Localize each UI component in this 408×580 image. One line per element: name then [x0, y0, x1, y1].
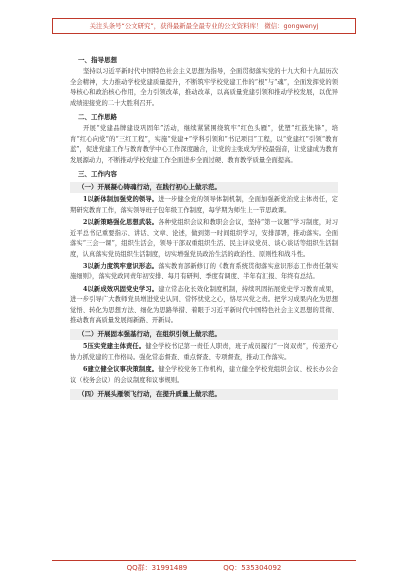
- list-item: [70, 218, 338, 260]
- subheading-2: （二）开展固本强基行动，在组织引领上做示范。: [70, 329, 338, 340]
- list-item: [70, 262, 338, 283]
- item-text: 健全学校党务工作机构，建立健全学校党组织会议、校长办公会议（校务会议）的会议制度和议事规则。: [70, 366, 338, 384]
- item-lead: 1以新体制加强党的领导。: [83, 196, 159, 204]
- top-banner: 关注头条号“公文研究”，获得最新最全最专业的公文资料库！ 微信：gongwenyj: [52, 18, 356, 34]
- footer-contact: [52, 560, 356, 574]
- footer-qq-group: QQ群：31991489: [126, 563, 188, 572]
- item-lead: 3以新力度筑牢意识形态。: [83, 262, 159, 270]
- list-item: [70, 342, 338, 363]
- list-item: [70, 365, 338, 386]
- paragraph-work-approach: 开展“党建品牌建设巩固年”活动，继续紧紧围绕筑牢“红色头雁”，优塑“红鼓先锋”，培育“红心向党”的“三红工程”，实施“党建+”学科引领和“书记项目”工程，以“党建红”引领“教育蓝”，促进党建工作与教育教学中心工作深度融合，让党的主张成为学校最强音，让党建成为教育发展源动力，不断推动学校党建工作全面进步全面过硬、教育教学质量全面提高。: [70, 125, 338, 164]
- section-heading-work-content: 三、工作内容: [78, 170, 117, 179]
- section-heading-guiding-thought: 一、指导思想: [78, 56, 117, 64]
- footer-qq: QQ：535304092: [223, 563, 282, 572]
- subheading-3: （四）开展头雁领飞行动，在提升质量上做示范。: [70, 389, 338, 400]
- list-item: [70, 285, 338, 327]
- item-text: 落实教育部新修订的《教育系统贯彻落实意识形态工作责任制实施细则》，落实党政同责年初安排、每月有研判、季度有调度、半年有汇报、年终有总结。: [70, 262, 338, 281]
- item-lead: 4以新成效巩固党史学习。: [83, 285, 159, 293]
- item-text: 各种党组织会议和教职会会议，坚持“第一议题”学习制度，对习近平总书记重要指示、讲话、文章、论述，做到第一时间组织学习，安排部署，推动落实。全面落实“三会一课”，组织生活会，领导干部双重组织生活、民主评议党员、谈心谈话等组织生活制度，认真落实党员组织生活制度，切实增强党员政治生活的政治性、原则性和战斗性。: [70, 219, 338, 258]
- section-heading-work-approach: 二、工作思路: [78, 113, 117, 122]
- item-lead: 5压实党建主体责任。: [83, 343, 146, 351]
- item-lead: 2以新策略强化思想武装。: [83, 219, 159, 227]
- item-text: 健全学校书记第一责任人职责，班子成员履行“一岗双责”，传递齐心协力抓党建的工作格局。强化常态督查、重点督查、专项督查，推动工作落实。: [70, 343, 338, 361]
- item-text: 进一步健全党的领导体制机制，全面加强新党治党主体责任，定期研究教育工作，落实领导班子包年级工作制度，每学期为师生上一节思政课。: [70, 196, 338, 214]
- item-lead: 6建立健全议事决策制度。: [83, 366, 159, 374]
- document-body: [70, 52, 338, 552]
- paragraph-guiding-thought: 坚持以习近平新时代中国特色社会主义思想为指导，全面贯彻落实党的十九大和十九届历次全会精神，大力推动学校党建质量提升，不断筑牢学校党建工作的“根”与“魂”，全面发挥党的领导核心和政治核心作用，全力引领改革，推动改革，以高质量党建引领和推动学校发展，以优异成绩迎接党的二十大胜利召开。: [70, 68, 338, 107]
- list-item: [70, 195, 338, 216]
- item-text: 建立常态化长效化制度机制，持续巩固拓展党史学习教育成果，进一步引导广大教师党员增进党史认同、常怀忧党之心，恪尽兴党之责。把学习成果内化为思想觉悟、转化为思想方法、细化为思路举措、着眼于习近平新时代中国特色社会主义思想的贯彻、推动教育高质量发展闯新路、开新局。: [70, 285, 338, 324]
- subheading-1: （一）开展凝心铸魂行动，在践行初心上做示范。: [70, 182, 338, 193]
